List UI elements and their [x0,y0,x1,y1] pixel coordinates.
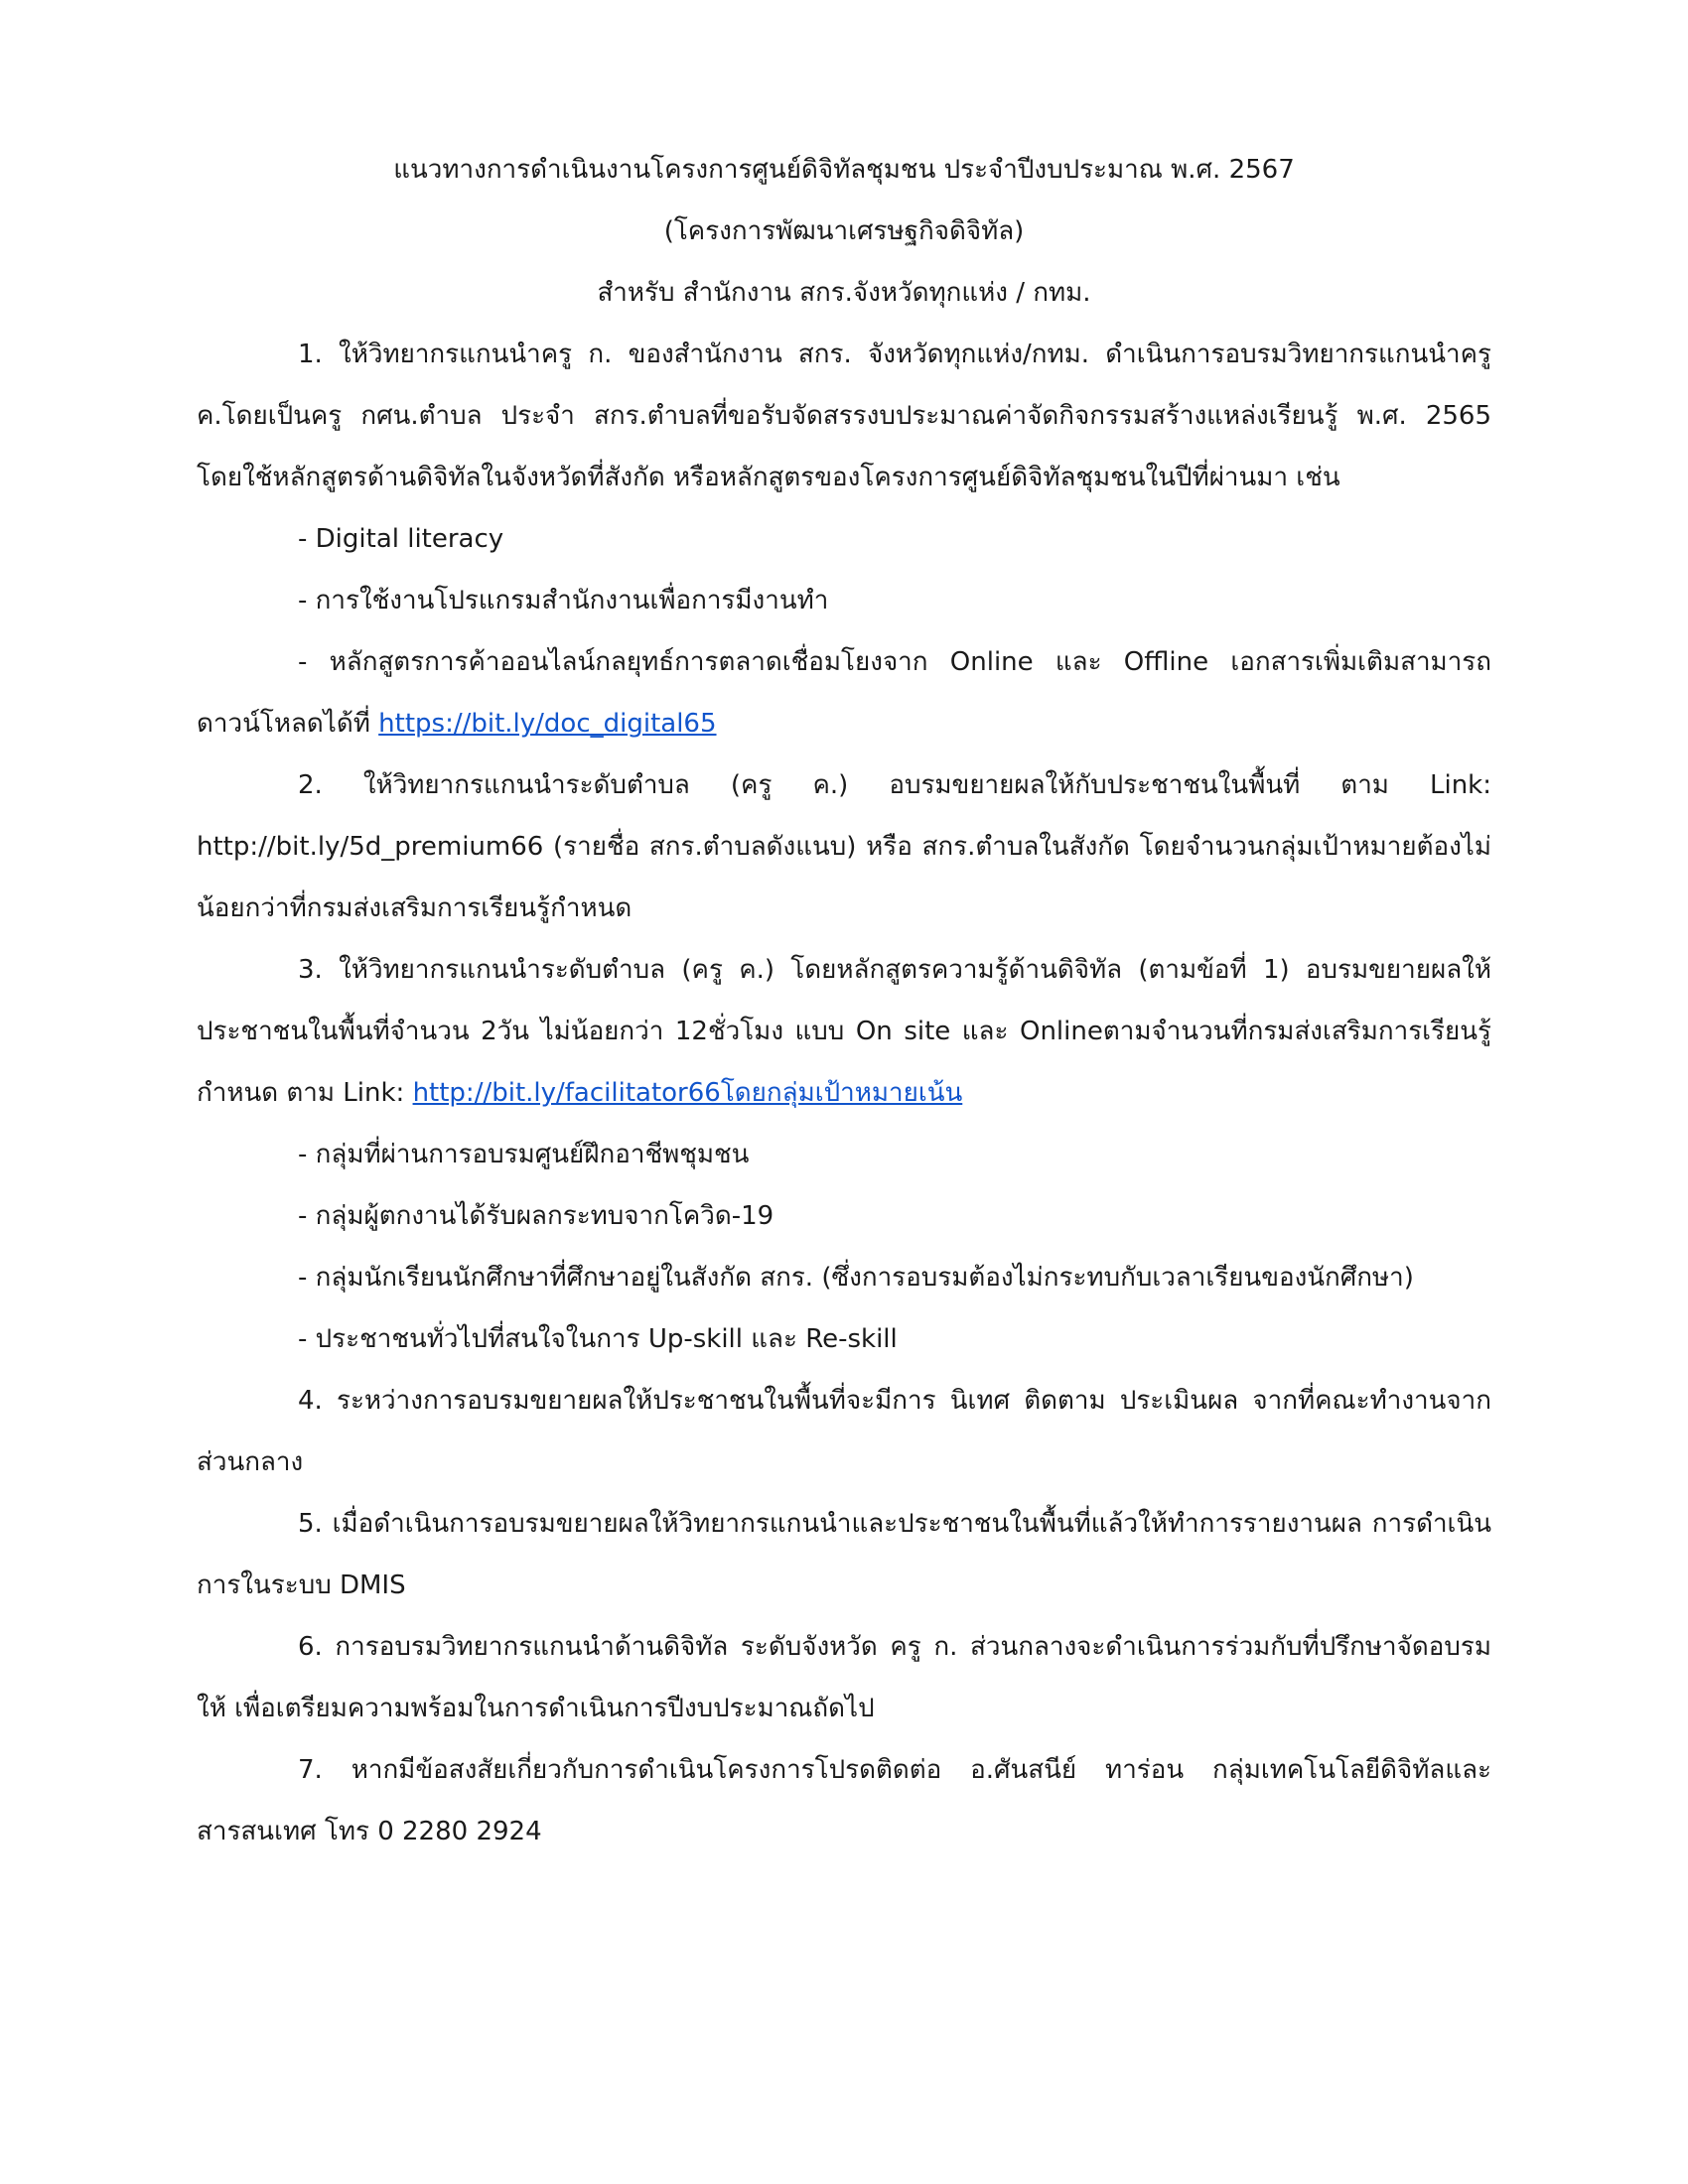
item-5: 5. เมื่อดำเนินการอบรมขยายผลให้วิทยากรแกนนำและประชาชนในพื้นที่แล้วให้ทำการรายงานผล การดำเนินการในระบบ DMIS [197,1509,1491,1600]
item-3-bullet: - กลุ่มผู้ตกงานได้รับผลกระทบจากโควิด-19 [298,1201,774,1231]
item-1-bullet-online-course [197,631,1491,754]
item-3-bullet: - ประชาชนทั่วไปที่สนใจในการ Up-skill และ Re-skill [298,1324,898,1354]
item-7: 7. หากมีข้อสงสัยเกี่ยวกับการดำเนินโครงการโปรดติดต่อ อ.ศันสนีย์ ทาร่อน กลุ่มเทคโนโลยีดิจิทัลและสารสนเทศ โทร 0 2280 2924 [197,1755,1491,1846]
doc-download-link[interactable]: https://bit.ly/doc_digital65 [378,709,717,739]
item-3-bullet: - กลุ่มนักเรียนนักศึกษาที่ศึกษาอยู่ในสังกัด สกร. (ซึ่งการอบรมต้องไม่กระทบกับเวลาเรียนของนักศึกษา) [298,1263,1414,1293]
item-1-bullet: - การใช้งานโปรแกรมสำนักงานเพื่อการมีงานทำ [298,586,829,615]
facilitator-link[interactable]: http://bit.ly/facilitator66โดยกลุ่มเป้าหมายเน้น [412,1078,963,1108]
item-1-bullet: - Digital literacy [298,524,504,554]
document-audience: สำหรับ สำนักงาน สกร.จังหวัดทุกแห่ง / กทม. [597,278,1091,308]
item-2: 2. ให้วิทยากรแกนนำระดับตำบล (ครู ค.) อบรมขยายผลให้กับประชาชนในพื้นที่ ตาม Link: http://bit.ly/5d_premium66 (รายชื่อ สกร.ตำบลดังแนบ) หรือ สกร.ตำบลในสังกัด โดยจำนวนกลุ่มเป้าหมายต้องไม่น้อยกว่าที่กรมส่งเสริมการเรียนรู้กำหนด [197,770,1491,923]
item-3 [197,939,1491,1124]
item-1: 1. ให้วิทยากรแกนนำครู ก. ของสำนักงาน สกร. จังหวัดทุกแห่ง/กทม. ดำเนินการอบรมวิทยากรแกนนำครู ค.โดยเป็นครู กศน.ตำบล ประจำ สกร.ตำบลที่ขอรับจัดสรรงบประมาณค่าจัดกิจกรรมสร้างแหล่งเรียนรู้ พ.ศ. 2565 โดยใช้หลักสูตรด้านดิจิทัลในจังหวัดที่สังกัด หรือหลักสูตรของโครงการศูนย์ดิจิทัลชุมชนในปีที่ผ่านมา เช่น [197,340,1491,492]
item-4: 4. ระหว่างการอบรมขยายผลให้ประชาชนในพื้นที่จะมีการ นิเทศ ติดตาม ประเมินผล จากที่คณะทำงานจากส่วนกลาง [197,1386,1491,1477]
item-1-bullet-text: - หลักสูตรการค้าออนไลน์กลยุทธ์การตลาดเชื่อมโยงจาก Online และ Offline เอกสารเพิ่มเติมสามารถดาวน์โหลดได้ที่ [197,647,1491,739]
item-3-bullet: - กลุ่มที่ผ่านการอบรมศูนย์ฝึกอาชีพชุมชน [298,1140,750,1169]
document-subtitle: (โครงการพัฒนาเศรษฐกิจดิจิทัล) [663,216,1025,246]
document-title: แนวทางการดำเนินงานโครงการศูนย์ดิจิทัลชุมชน ประจำปีงบประมาณ พ.ศ. 2567 [393,155,1295,185]
item-3-text: 3. ให้วิทยากรแกนนำระดับตำบล (ครู ค.) โดยหลักสูตรความรู้ด้านดิจิทัล (ตามข้อที่ 1) อบรมขยายผลให้ประชาชนในพื้นที่จำนวน 2วัน ไม่น้อยกว่า 12ชั่วโมง แบบ On site และ Onlineตามจำนวนที่กรมส่งเสริมการเรียนรู้ กำหนด ตาม Link: [197,955,1491,1108]
item-6: 6. การอบรมวิทยากรแกนนำด้านดิจิทัล ระดับจังหวัด ครู ก. ส่วนกลางจะดำเนินการร่วมกับที่ปรึกษาจัดอบรมให้ เพื่อเตรียมความพร้อมในการดำเนินการปีงบประมาณถัดไป [197,1632,1491,1723]
